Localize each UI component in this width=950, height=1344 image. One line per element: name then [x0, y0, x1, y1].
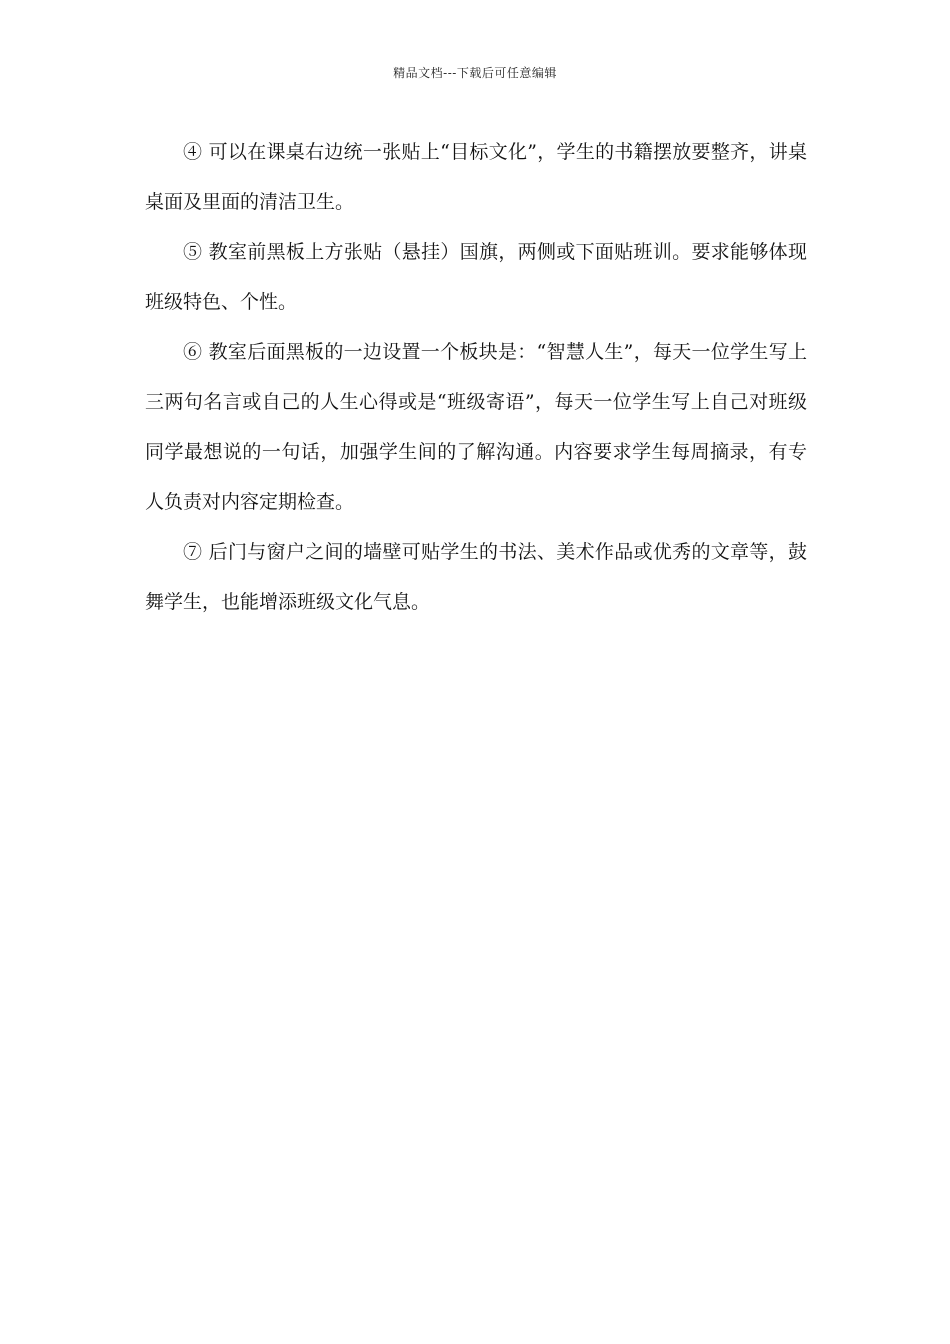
document-body	[145, 127, 807, 627]
paragraph-6: ⑥ 教室后面黑板的一边设置一个板块是：“智慧人生”，每天一位学生写上三两句名言或自己的人生心得或是“班级寄语”，每天一位学生写上自己对班级同学最想说的一句话，加强学生间的了解沟通。内容要求学生每周摘录，有专人负责对内容定期检查。	[145, 341, 807, 513]
paragraph-4: ④ 可以在课桌右边统一张贴上“目标文化”，学生的书籍摆放要整齐，讲桌桌面及里面的清洁卫生。	[145, 141, 807, 213]
paragraph-7: ⑦ 后门与窗户之间的墙壁可贴学生的书法、美术作品或优秀的文章等，鼓舞学生，也能增添班级文化气息。	[145, 541, 807, 613]
page-header: 精品文档---下载后可任意编辑	[393, 66, 557, 80]
paragraph-5: ⑤ 教室前黑板上方张贴（悬挂）国旗，两侧或下面贴班训。要求能够体现班级特色、个性。	[145, 241, 807, 313]
